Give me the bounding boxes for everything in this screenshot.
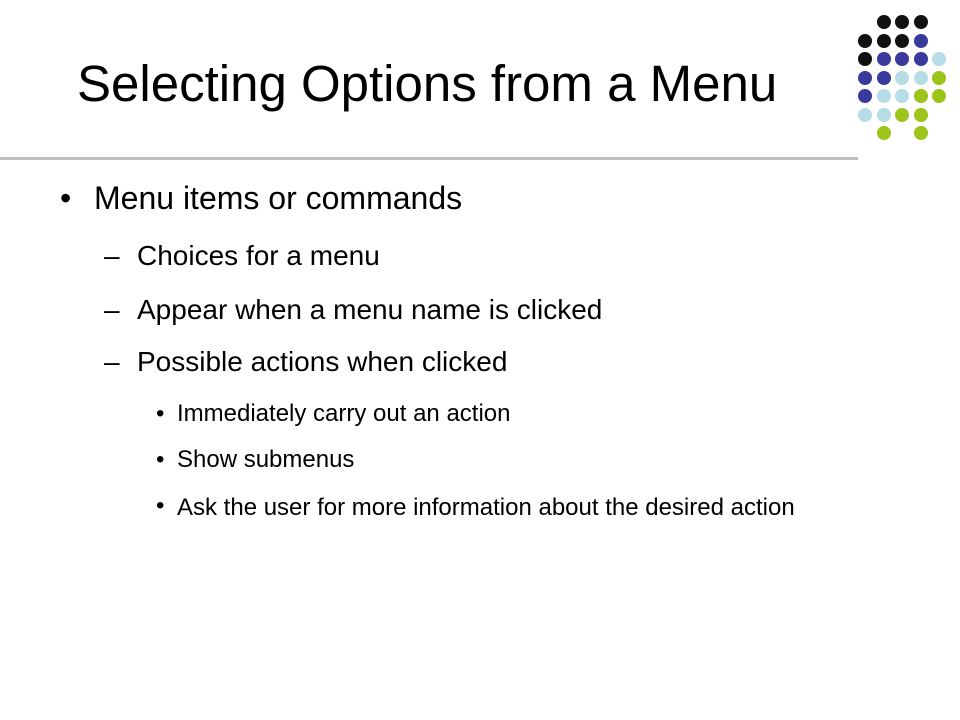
decorative-dot (932, 71, 946, 85)
decorative-dot (895, 89, 909, 103)
bullet-marker: • (156, 400, 165, 427)
bullet-text: Ask the user for more information about the desired action (177, 494, 795, 521)
decorative-dot (858, 89, 872, 103)
decorative-dot (914, 52, 928, 66)
decorative-dot (877, 15, 891, 29)
decorative-dot (895, 52, 909, 66)
decorative-dot (858, 108, 872, 122)
decorative-dot (895, 108, 909, 122)
decorative-dot (877, 34, 891, 48)
bullet-marker: • (156, 446, 165, 473)
decorative-dot (895, 71, 909, 85)
bullet-marker: • (156, 492, 165, 519)
decorative-dot (914, 89, 928, 103)
decorative-dot (877, 71, 891, 85)
decorative-dot (877, 126, 891, 140)
decorative-dot (895, 15, 909, 29)
decorative-dot (877, 52, 891, 66)
bullet-marker: • (60, 180, 72, 216)
decorative-dot (858, 34, 872, 48)
decorative-dot (877, 108, 891, 122)
decorative-dot (914, 126, 928, 140)
dash-marker: – (104, 346, 120, 377)
dash-marker: – (104, 294, 120, 325)
bullet-text: Immediately carry out an action (177, 400, 511, 427)
decorative-dot (877, 89, 891, 103)
slide-title: Selecting Options from a Menu (77, 55, 778, 112)
decorative-dot (932, 89, 946, 103)
decorative-dot (914, 34, 928, 48)
dash-marker: – (104, 240, 120, 271)
decorative-dot (858, 71, 872, 85)
decorative-dot (914, 108, 928, 122)
decorative-dot (914, 71, 928, 85)
bullet-text: Possible actions when clicked (137, 346, 508, 377)
bullet-text: Appear when a menu name is clicked (137, 294, 603, 325)
title-divider (0, 157, 858, 160)
decorative-dot (932, 52, 946, 66)
bullet-text: Choices for a menu (137, 240, 380, 271)
decorative-dot (858, 52, 872, 66)
bullet-text: Menu items or commands (94, 180, 463, 216)
decorative-dot (914, 15, 928, 29)
decorative-dot (895, 34, 909, 48)
bullet-text: Show submenus (177, 446, 355, 473)
